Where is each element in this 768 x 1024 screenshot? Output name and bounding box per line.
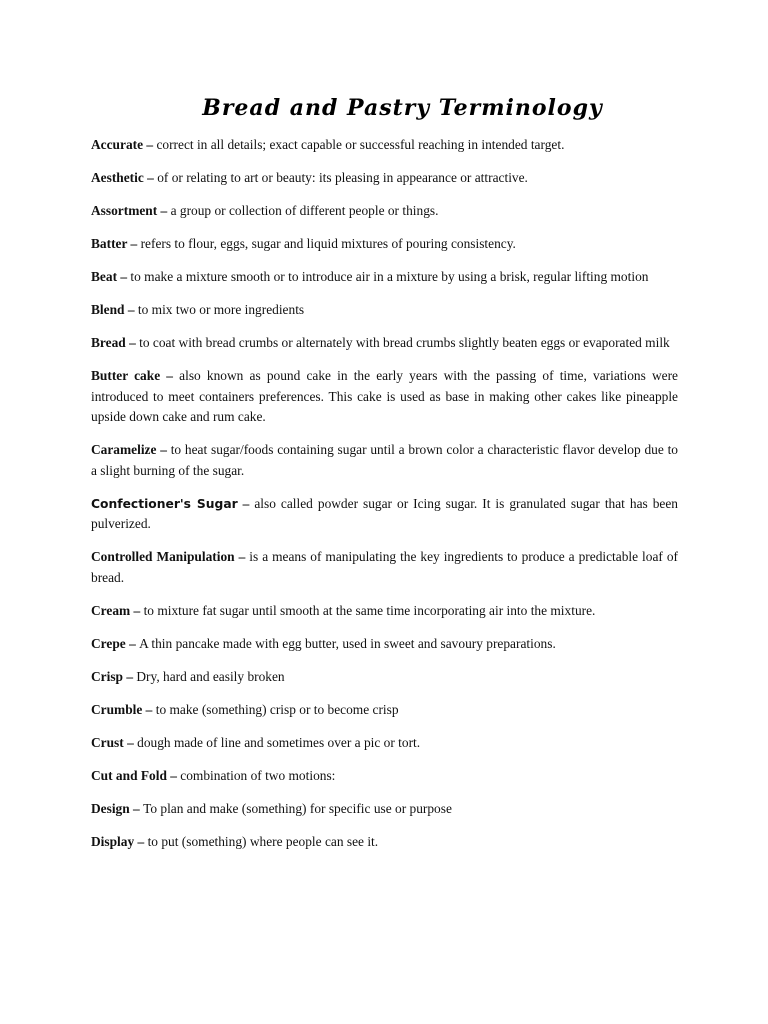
term-separator: – [127,236,141,251]
term-definition: to mix two or more ingredients [137,302,305,317]
term-name: Beat [91,269,118,284]
term-entry [91,634,678,655]
term-name: Assortment [91,203,158,218]
term-separator: – [123,668,137,684]
term-separator: – [142,701,156,717]
term-entry [91,168,678,189]
document-title: Bread and Pastry Terminology [202,95,603,121]
term-definition: Dry, hard and easily broken [136,668,285,684]
term-name: Design [91,800,130,816]
term-entry [91,201,678,222]
term-separator: – [123,734,138,750]
term-definition: refers to flour, eggs, sugar and liquid mixtures of pouring consistency. [140,236,516,251]
term-definition: to make (something) crisp or to become crisp [155,701,399,717]
term-name: Batter [91,236,128,251]
term-definition: to make a mixture smooth or to introduce air in a mixture by using a brisk, regular lifting motion [130,269,649,284]
term-entry [91,766,678,787]
term-definition: To plan and make (something) for specific use or purpose [143,800,452,816]
term-name: Bread [91,335,126,350]
term-separator: – [160,368,180,383]
term-name: Controlled Manipulation [91,549,235,564]
term-name: Display [91,833,135,849]
term-name: Crust [91,734,124,750]
term-definition: to heat sugar/foods containing sugar until a brown color a characteristic flavor develop due to a slight burning of the sugar. [91,442,678,478]
term-name: Butter cake [91,368,161,383]
term-separator: – [143,137,157,152]
term-separator: – [234,549,250,564]
term-entry [91,700,678,721]
term-entry [91,135,678,156]
term-definition: A thin pancake made with egg butter, used in sweet and savoury preparations. [139,635,556,651]
term-definition: dough made of line and sometimes over a pic or tort. [137,734,421,750]
term-name: Cut and Fold [91,767,167,783]
term-entry [91,494,678,535]
term-definition: is a means of manipulating the key ingredients to produce a predictable loaf of bread. [91,549,679,585]
term-separator: – [125,335,140,350]
document-page [91,92,678,865]
term-name: Crepe [91,635,126,651]
term-name: Cream [91,602,131,618]
term-definition: combination of two motions: [180,767,336,783]
term-separator: – [134,833,148,849]
term-name: Accurate [91,137,144,152]
term-name: Confectioner's Sugar [91,496,238,511]
term-definition: a group or collection of different people or things. [170,203,439,218]
term-separator: – [156,442,171,457]
term-name: Caramelize [91,442,157,457]
term-entry [91,799,678,820]
term-name: Blend [91,302,125,317]
term-name: Crisp [91,668,123,684]
term-definition: to coat with bread crumbs or alternately with bread crumbs slightly beaten eggs or evaporated milk [139,335,670,350]
term-definition: to put (something) where people can see it. [147,833,379,849]
term-name: Aesthetic [91,170,144,185]
term-separator: – [166,767,181,783]
term-definition: also known as pound cake in the early years with the passing of time, variations were introduced to meet containers preferences. This cake is used as base in making other cakes like pineapple upside down cake and rum cake. [91,368,678,424]
term-entry [91,601,678,622]
term-separator: – [143,170,158,185]
term-separator: – [117,269,131,284]
term-entry [91,234,678,255]
term-entry [91,667,678,688]
term-entry [91,366,678,428]
term-separator: – [157,203,171,218]
term-separator: – [129,800,144,816]
term-entry [91,733,678,754]
term-separator: – [125,635,140,651]
term-separator: – [130,602,144,618]
term-entry [91,440,678,481]
term-definition: correct in all details; exact capable or successful reaching in intended target. [156,137,565,152]
term-separator: – [237,495,255,511]
term-entry [91,267,678,288]
term-entry [91,547,678,588]
term-definition: of or relating to art or beauty: its pleasing in appearance or attractive. [157,170,528,185]
term-separator: – [124,302,138,317]
terminology-list [91,135,678,852]
term-name: Crumble [91,701,143,717]
term-entry [91,333,678,354]
term-entry [91,300,678,321]
term-entry [91,832,678,853]
term-definition: to mixture fat sugar until smooth at the same time incorporating air into the mixture. [143,602,596,618]
term-definition: also called powder sugar or Icing sugar. It is granulated sugar that has been pulverized. [91,495,678,531]
